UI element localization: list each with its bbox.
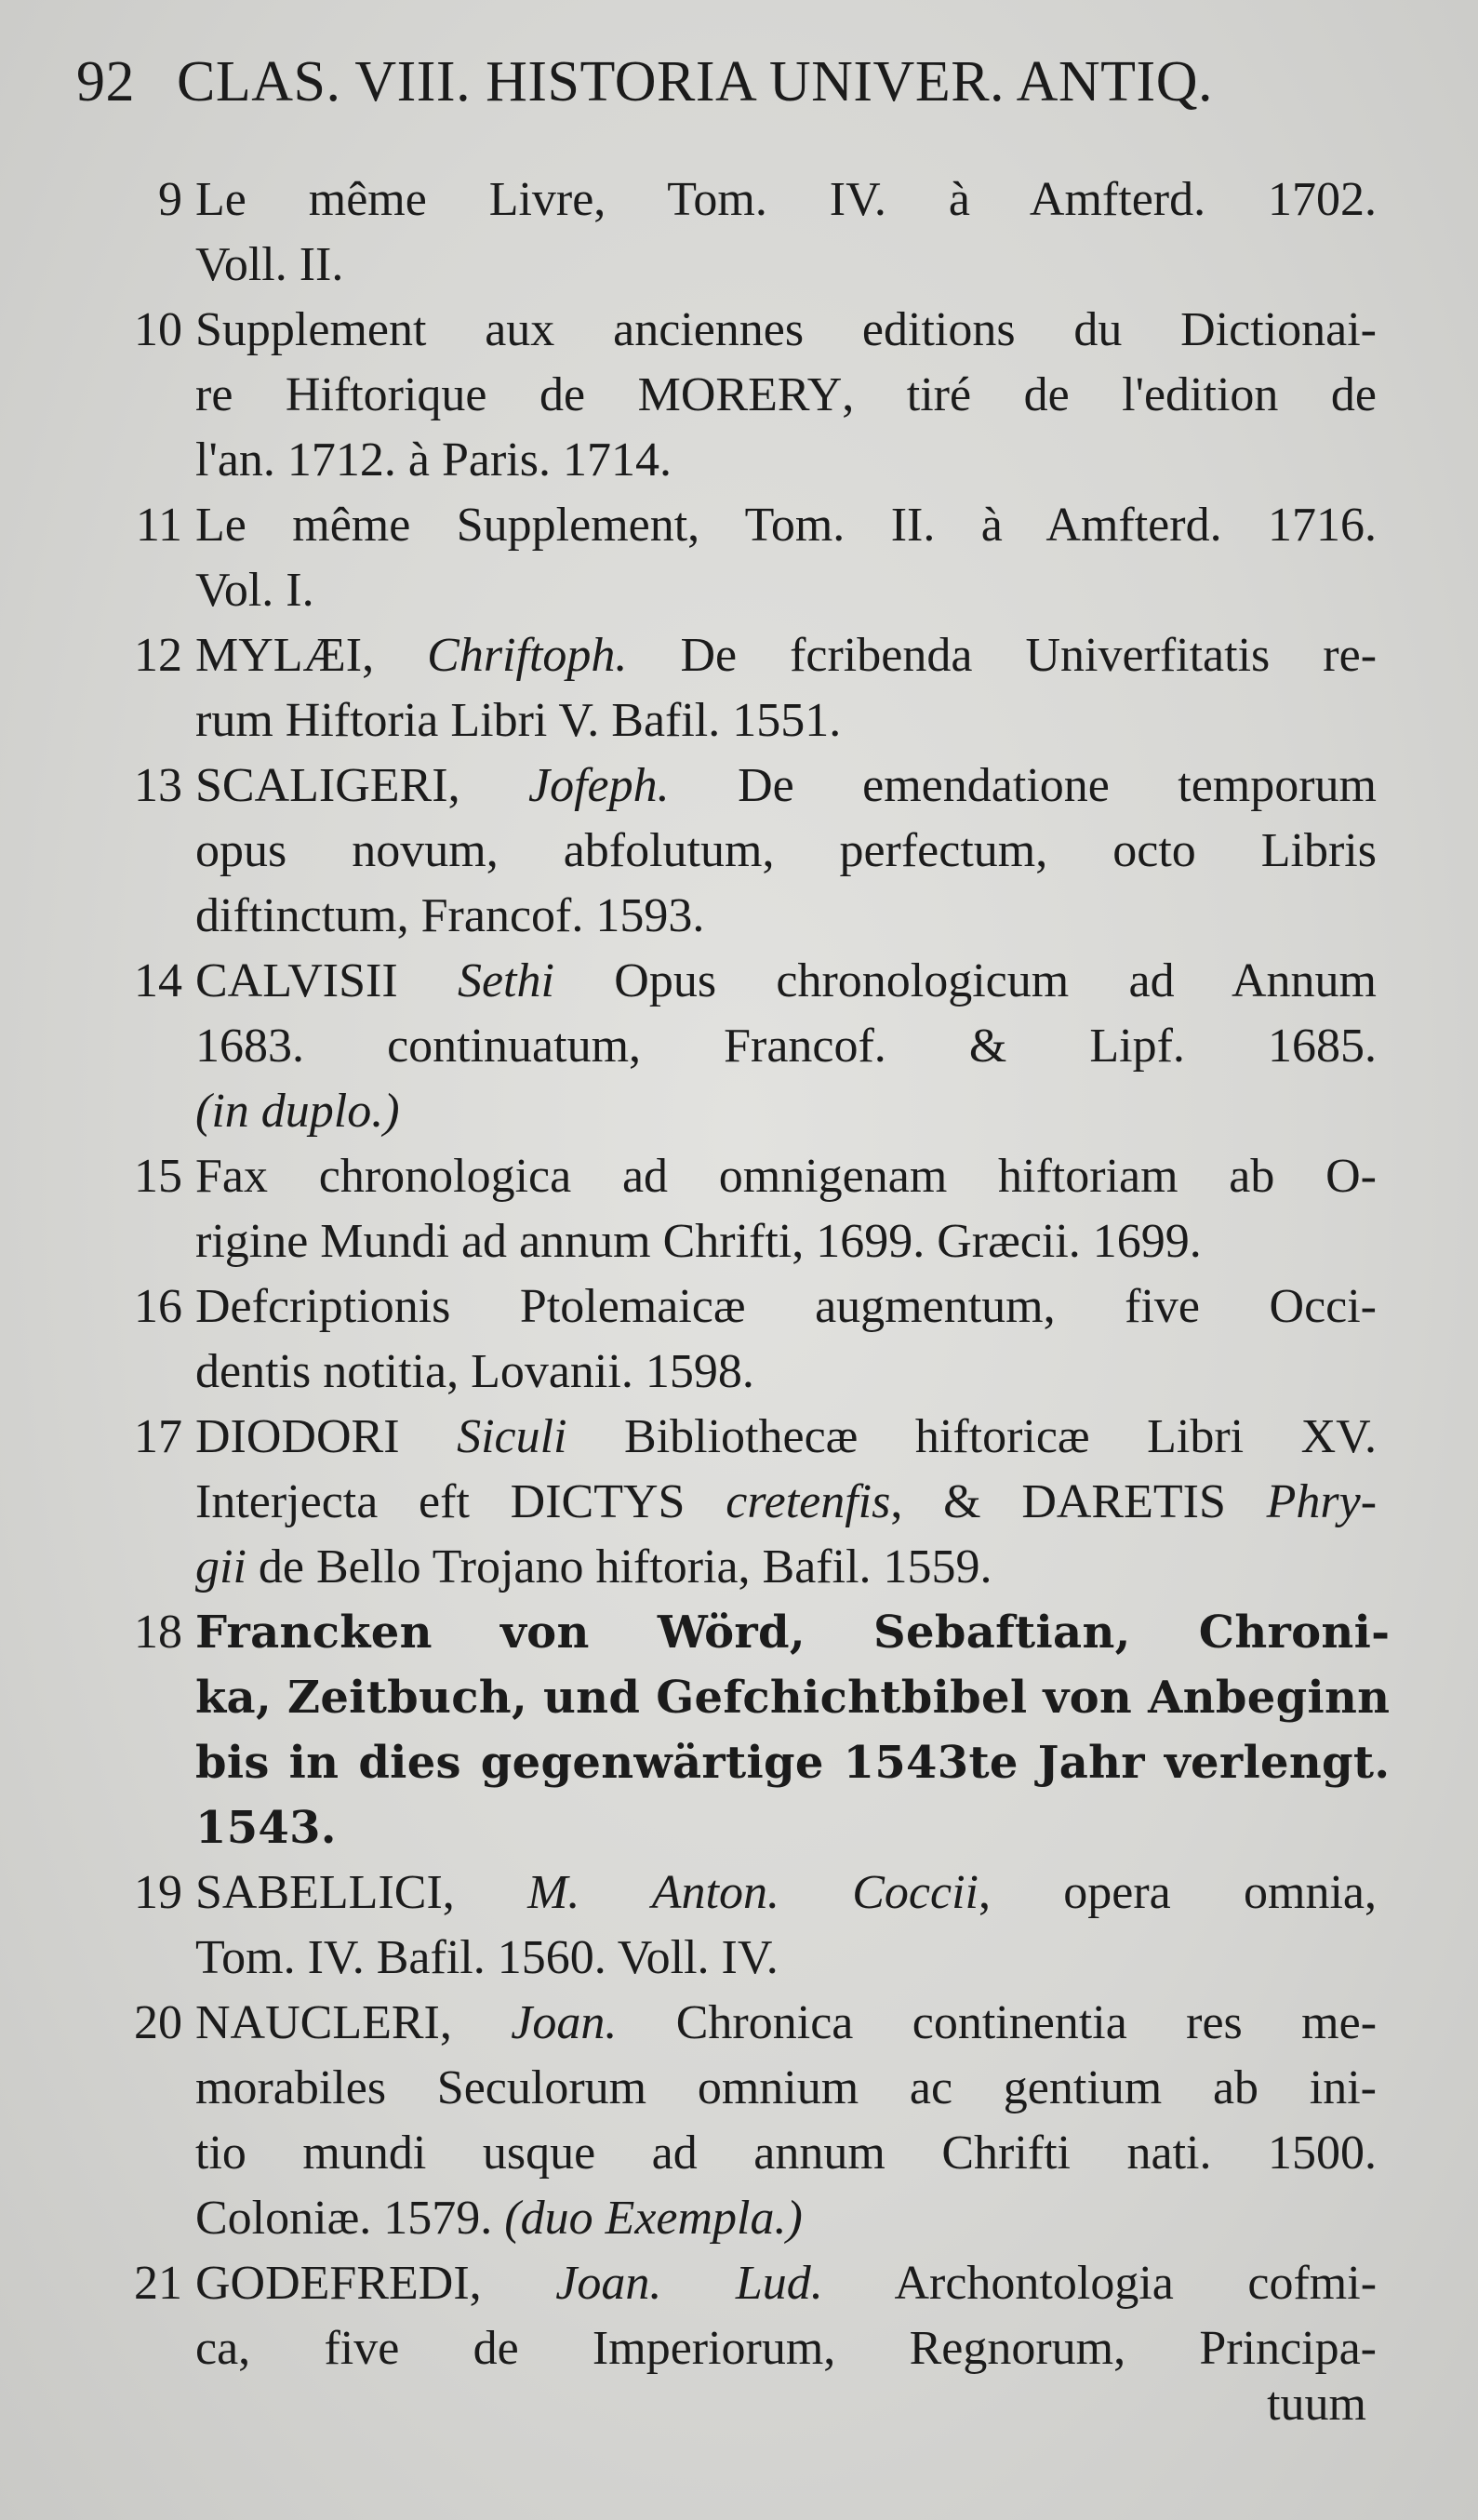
entry-line: 1683. continuatum, Francof. & Lipf. 1685. <box>195 1020 1377 1073</box>
catalogue-entry-18 <box>93 1600 1391 1860</box>
entry-line: Francken von Wörd, Sebaftian, Chroni- <box>195 1607 1391 1659</box>
entry-line: GODEFREDI, Joan. Lud. Archontologia cofmi- <box>195 2257 1378 2310</box>
entry-line: SCALIGERI, Jofeph. De emendatione temporum <box>195 759 1378 812</box>
entry-author: SCALIGERI <box>195 759 448 812</box>
entry-number: 17 <box>134 1410 182 1463</box>
entry-given-name: Chriftoph. <box>427 629 628 682</box>
entry-author: SABELLICI <box>195 1866 443 1919</box>
entry-line: opus novum, abfolutum, perfectum, octo Libris <box>195 824 1377 877</box>
entry-given-name: Joan. <box>511 1996 618 2049</box>
entry-text-segment: De fcribenda Univerfitatis re- <box>680 629 1378 682</box>
entry-text-segment: Archontologia cofmi- <box>894 2257 1378 2310</box>
entry-line: Fax chronologica ad omnigenam hiftoriam ab O- <box>195 1150 1377 1203</box>
entry-line: Le même Livre, Tom. IV. à Amfterd. 1702. <box>195 173 1377 226</box>
entry-author: DIODORI <box>195 1410 400 1463</box>
catalogue-entries <box>93 167 1391 2381</box>
entry-number: 14 <box>134 954 182 1007</box>
entry-line <box>195 363 1377 428</box>
entry-line: NAUCLERI, Joan. Chronica continentia res me- <box>195 1996 1378 2049</box>
entry-line: rigine Mundi ad annum Chrifti, 1699. Græcii. 1699. <box>195 1215 1202 1268</box>
entry-line: ka, Zeitbuch, und Gefchichtbibel von Anbeginn <box>195 1672 1391 1724</box>
entry-text-segment: de Bello Trojano hiftoria, Bafil. 1559. <box>258 1540 992 1593</box>
entry-line: Defcriptionis Ptolemaicæ augmentum, five Occi- <box>195 1280 1377 1333</box>
entry-text-segment: , & <box>890 1475 981 1528</box>
entry-text-segment: , tiré de l'edition de <box>842 368 1377 421</box>
catalogue-entry-14 <box>93 949 1377 1144</box>
entry-author: MORERY <box>637 368 843 421</box>
entry-given-name: gii <box>195 1540 246 1593</box>
entry-number: 21 <box>134 2257 182 2310</box>
entry-author: NAUCLERI <box>195 1996 440 2049</box>
entry-text <box>195 298 1377 493</box>
entry-number: 12 <box>134 629 182 682</box>
entry-line <box>195 1470 1377 1535</box>
entry-number: 13 <box>134 759 182 812</box>
entry-text-segment: , opera omnia, <box>978 1866 1378 1919</box>
entry-note: (duo Exempla.) <box>504 2192 803 2245</box>
entry-text <box>195 493 1377 623</box>
entry-line: Tom. IV. Bafil. 1560. Voll. IV. <box>195 1931 779 1984</box>
entry-given-name: Phry- <box>1266 1475 1378 1528</box>
entry-line: (in duplo.) <box>195 1085 400 1138</box>
entry-line: SABELLICI, M. Anton. Coccii, opera omnia, <box>195 1866 1378 1919</box>
entry-line <box>195 949 1377 1014</box>
entry-text <box>195 949 1377 1144</box>
entry-line: Voll. II. <box>195 238 344 291</box>
entry-line <box>195 1535 1377 1600</box>
page-number: 92 <box>76 50 135 113</box>
entry-number: 9 <box>158 173 182 226</box>
entry-text <box>195 167 1377 298</box>
entry-line: Le même Supplement, Tom. II. à Amfterd. 1716. <box>195 499 1377 552</box>
entry-given-name: Joan. Lud. <box>555 2257 823 2310</box>
entry-text <box>195 1144 1377 1274</box>
entry-text-segment: Bibliothecæ hiftoricæ Libri XV. <box>624 1410 1378 1463</box>
entry-number: 20 <box>134 1996 182 2049</box>
entry-text-segment: Coloniæ. 1579. <box>195 2192 493 2245</box>
entry-given-name: M. Anton. Coccii <box>527 1866 979 1919</box>
entry-line <box>195 2186 1377 2251</box>
entry-given-name: Siculi <box>457 1410 567 1463</box>
entry-line: rum Hiftoria Libri V. Bafil. 1551. <box>195 694 842 747</box>
entry-given-name: Jofeph. <box>528 759 670 812</box>
entry-text-segment: Opus chronologicum ad Annum <box>614 954 1378 1007</box>
entry-given-name: Sethi <box>457 954 554 1007</box>
entry-number: 16 <box>134 1280 182 1333</box>
catalogue-entry-12 <box>93 623 1377 753</box>
entry-line: Supplement aux anciennes editions du Dictionai- <box>195 303 1377 356</box>
catchword: tuum <box>1267 2378 1366 2431</box>
entry-line: ca, five de Imperiorum, Regnorum, Principa- <box>195 2322 1377 2375</box>
entry-text <box>195 1991 1377 2251</box>
entry-number: 11 <box>135 499 182 552</box>
running-header <box>76 43 1397 121</box>
entry-number: 18 <box>134 1606 182 1659</box>
entry-line: dentis notitia, Lovanii. 1598. <box>195 1345 754 1398</box>
entry-text <box>195 1860 1377 1991</box>
catalogue-entry-9 <box>93 167 1377 298</box>
entry-text <box>195 1600 1390 1860</box>
catalogue-entry-10 <box>93 298 1377 493</box>
entry-text <box>195 1405 1377 1600</box>
entry-line: Vol. I. <box>195 564 314 617</box>
entry-line <box>195 1405 1377 1470</box>
catalogue-entry-16 <box>93 1274 1377 1405</box>
catalogue-entry-19 <box>93 1860 1377 1991</box>
catalogue-entry-11 <box>93 493 1377 623</box>
entry-text-segment: De emendatione temporum <box>738 759 1378 812</box>
entry-text-segment: Interjecta eft <box>195 1475 470 1528</box>
catalogue-entry-21 <box>93 2251 1377 2381</box>
running-title: CLAS. VIII. HISTORIA UNIVER. ANTIQ. <box>177 50 1213 113</box>
entry-author: DICTYS <box>510 1475 686 1528</box>
entry-line: 1543. <box>195 1802 337 1854</box>
entry-author: MYLÆI <box>195 629 363 682</box>
entry-line: l'an. 1712. à Paris. 1714. <box>195 433 672 487</box>
entry-author: GODEFREDI <box>195 2257 470 2310</box>
entry-text <box>195 753 1377 949</box>
entry-text-segment: re Hiftorique de <box>195 368 586 421</box>
entry-number: 15 <box>134 1150 182 1203</box>
entry-text-segment: Chronica continentia res me- <box>675 1996 1378 2049</box>
entry-line: MYLÆI, Chriftoph. De fcribenda Univerfitatis re- <box>195 629 1378 682</box>
entry-line: diftinctum, Francof. 1593. <box>195 889 705 942</box>
entry-text <box>195 2251 1377 2381</box>
catalogue-entry-15 <box>93 1144 1377 1274</box>
entry-number: 10 <box>134 303 182 356</box>
entry-number: 19 <box>134 1866 182 1919</box>
entry-line: tio mundi usque ad annum Chrifti nati. 1500. <box>195 2127 1377 2180</box>
catalogue-entry-20 <box>93 1991 1377 2251</box>
entry-text <box>195 1274 1377 1405</box>
entry-line: bis in dies gegenwärtige 1543te Jahr verlengt. <box>195 1737 1391 1789</box>
entry-author: DARETIS <box>1021 1475 1226 1528</box>
entry-author: CALVISII <box>195 954 398 1007</box>
entry-line: morabiles Seculorum omnium ac gentium ab ini- <box>195 2061 1377 2114</box>
catalogue-entry-13 <box>93 753 1377 949</box>
catalogue-entry-17 <box>93 1405 1377 1600</box>
entry-text <box>195 623 1377 753</box>
entry-given-name: cretenfis <box>726 1475 891 1528</box>
